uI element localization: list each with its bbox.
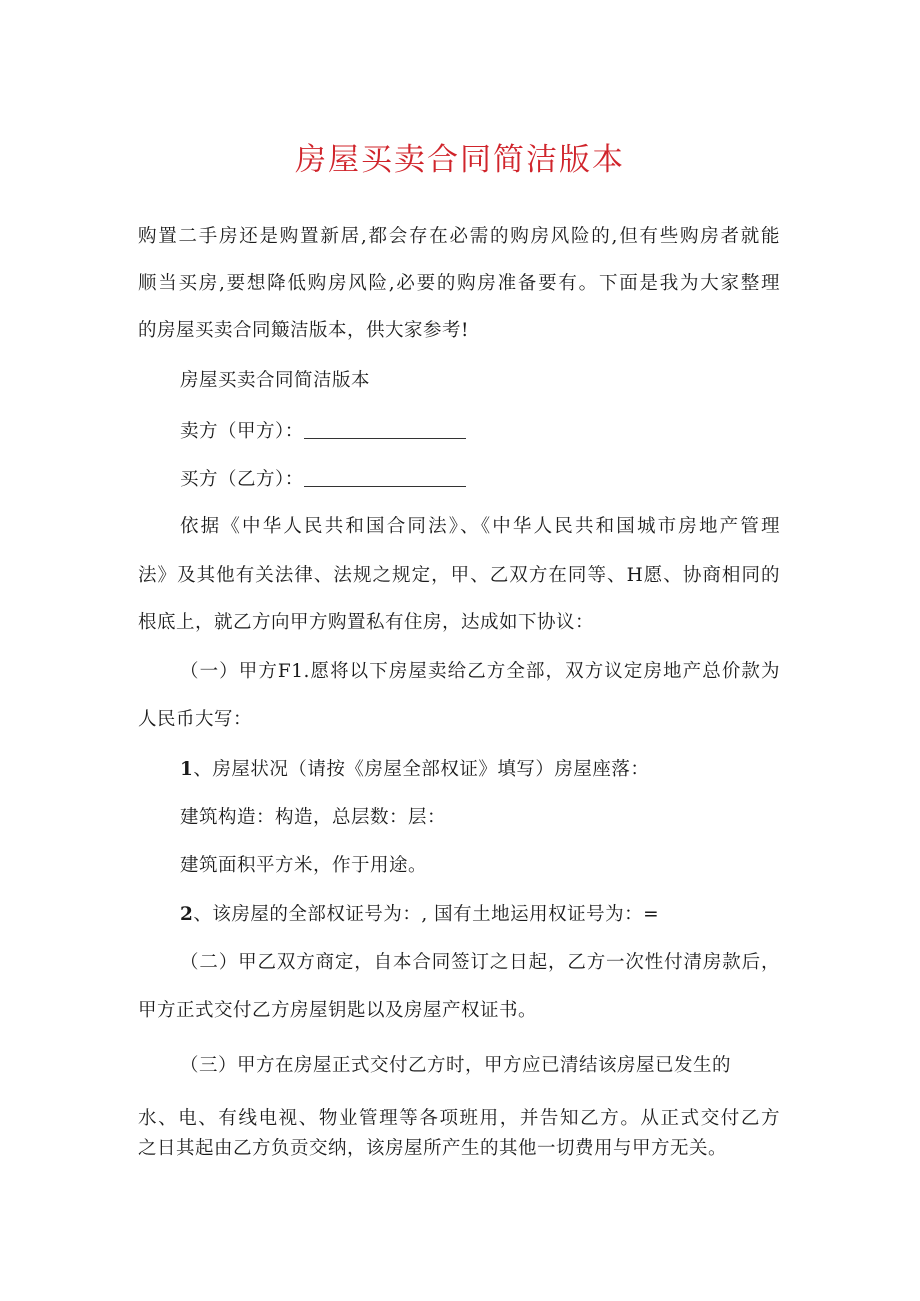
buyer-line [180, 465, 466, 495]
basis-line-1: 依据《中华人民共和国合同法》、《中华人民共和国城市房地产管理 [180, 516, 780, 537]
clause1-line-2: 人民币大写： [138, 709, 253, 730]
basis-line-2: 法》及其他有关法律、法规之规定，甲、乙双方在同等、H愿、协商相同的 [138, 565, 780, 586]
item2-text: 、该房屋的全部权证号为：, 国有土地运用权证号为：= [193, 904, 660, 925]
buyer-label: 买方（乙方）： [180, 469, 304, 490]
clause2-line-2: 甲方正式交付乙方房屋钥匙以及房屋产权证书。 [138, 1000, 538, 1021]
clause3-line-2: 水、电、有线电视、物业管理等各项班用，并告知乙方。从正式交付乙方 [138, 1108, 780, 1129]
intro-line-3: 的房屋买卖合同簸洁版本，供大家参考! [138, 320, 469, 341]
clause3-line-3: 之日其起由乙方负贡交纳，该房屋所产生的其他一切费用与甲方无关。 [138, 1138, 728, 1159]
clause1-line-1: （一）甲方F1.愿将以下房屋卖给乙方全部，双方议定房地产总价款为 [180, 661, 780, 682]
structure-line: 建筑构造：构造，总层数：层： [180, 807, 447, 828]
intro-line-2: 顺当买房,要想降低购房风险,必要的购房准备要有。下面是我为大家整理 [138, 273, 780, 294]
clause3-line-1: （三）甲方在房屋正式交付乙方时，甲方应已清结该房屋已发生的 [180, 1055, 732, 1076]
document-title: 房屋买卖合同简洁版本 [295, 142, 625, 178]
item1-number: 1 [180, 759, 194, 780]
item2-number: 2 [180, 904, 194, 925]
area-line: 建筑面积平方米，作于用途。 [180, 855, 428, 876]
seller-label: 卖方（甲方）： [180, 421, 304, 442]
item1-line [180, 755, 649, 785]
basis-line-3: 根底上，就乙方向甲方购置私有住房，达成如下协议： [138, 612, 595, 633]
contract-subtitle: 房屋买卖合同简洁版本 [180, 370, 371, 391]
intro-line-1: 购置二手房还是购置新居,都会存在必需的购房风险的,但有些购房者就能 [138, 226, 780, 247]
seller-blank [304, 418, 466, 439]
seller-line [180, 417, 466, 447]
buyer-blank [304, 466, 466, 487]
clause2-line-1: （二）甲乙双方商定，自本合同签订之日起，乙方一次性付清房款后， [180, 952, 780, 973]
item1-text: 、房屋状况（请按《房屋全部权证》填写）房屋座落： [193, 759, 650, 780]
item2-line [180, 900, 659, 930]
